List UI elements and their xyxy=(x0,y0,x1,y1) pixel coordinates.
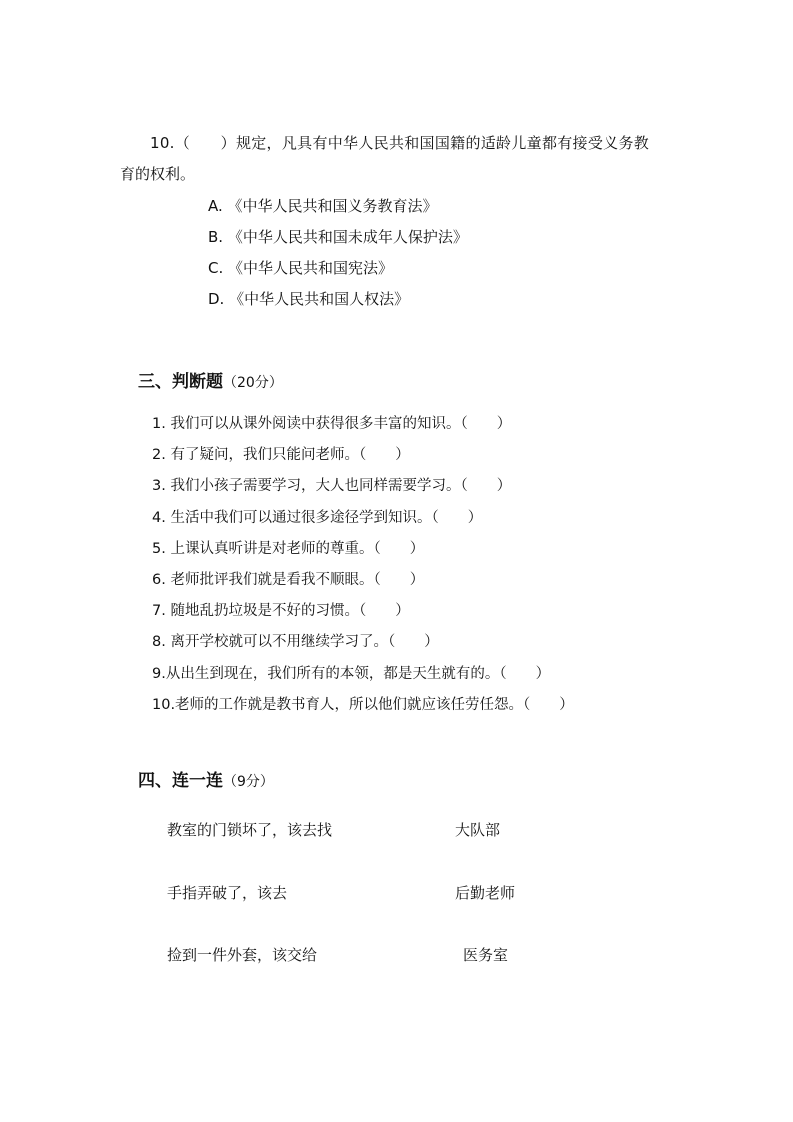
list-item: 1. 我们可以从课外阅读中获得很多丰富的知识。（ ） xyxy=(152,416,512,432)
list-item: 8. 离开学校就可以不用继续学习了。（ ） xyxy=(152,634,439,650)
match-right-item: 后勤老师 xyxy=(455,884,516,902)
question-10-stem-line2: 育的权利。 xyxy=(120,165,196,183)
option-a: A. 《中华人民共和国义务教育法》 xyxy=(208,197,438,215)
match-right-item: 大队部 xyxy=(455,821,501,839)
match-left-item: 手指弄破了，该去 xyxy=(167,884,288,902)
section-4-title: 四、连一连 xyxy=(138,771,223,791)
list-item: 7. 随地乱扔垃圾是不好的习惯。（ ） xyxy=(152,603,410,619)
list-item: 4. 生活中我们可以通过很多途径学到知识。（ ） xyxy=(152,510,483,526)
section-4-heading xyxy=(138,770,274,793)
option-c: C. 《中华人民共和国宪法》 xyxy=(208,259,394,277)
question-10-stem-line1: 10.（ ）规定，凡具有中华人民共和国国籍的适龄儿童都有接受义务教 xyxy=(150,134,650,152)
list-item: 10.老师的工作就是教书育人，所以他们就应该任劳任怨。（ ） xyxy=(152,697,574,713)
match-left-item: 教室的门锁坏了，该去找 xyxy=(167,821,333,839)
list-item: 5. 上课认真听讲是对老师的尊重。（ ） xyxy=(152,541,425,557)
list-item: 3. 我们小孩子需要学习，大人也同样需要学习。（ ） xyxy=(152,478,512,494)
list-item: 2. 有了疑问，我们只能问老师。（ ） xyxy=(152,447,410,463)
match-left-item: 捡到一件外套，该交给 xyxy=(167,946,318,964)
list-item: 6. 老师批评我们就是看我不顺眼。（ ） xyxy=(152,572,425,588)
section-3-title: 三、判断题 xyxy=(138,372,223,392)
match-right-item: 医务室 xyxy=(463,946,509,964)
option-b: B. 《中华人民共和国未成年人保护法》 xyxy=(208,228,468,246)
list-item: 9.从出生到现在，我们所有的本领，都是天生就有的。（ ） xyxy=(152,666,551,682)
section-3-points: （20分） xyxy=(223,375,283,391)
section-3-heading xyxy=(138,371,283,394)
option-d: D. 《中华人民共和国人权法》 xyxy=(208,290,410,308)
section-4-points: （9分） xyxy=(223,774,274,790)
